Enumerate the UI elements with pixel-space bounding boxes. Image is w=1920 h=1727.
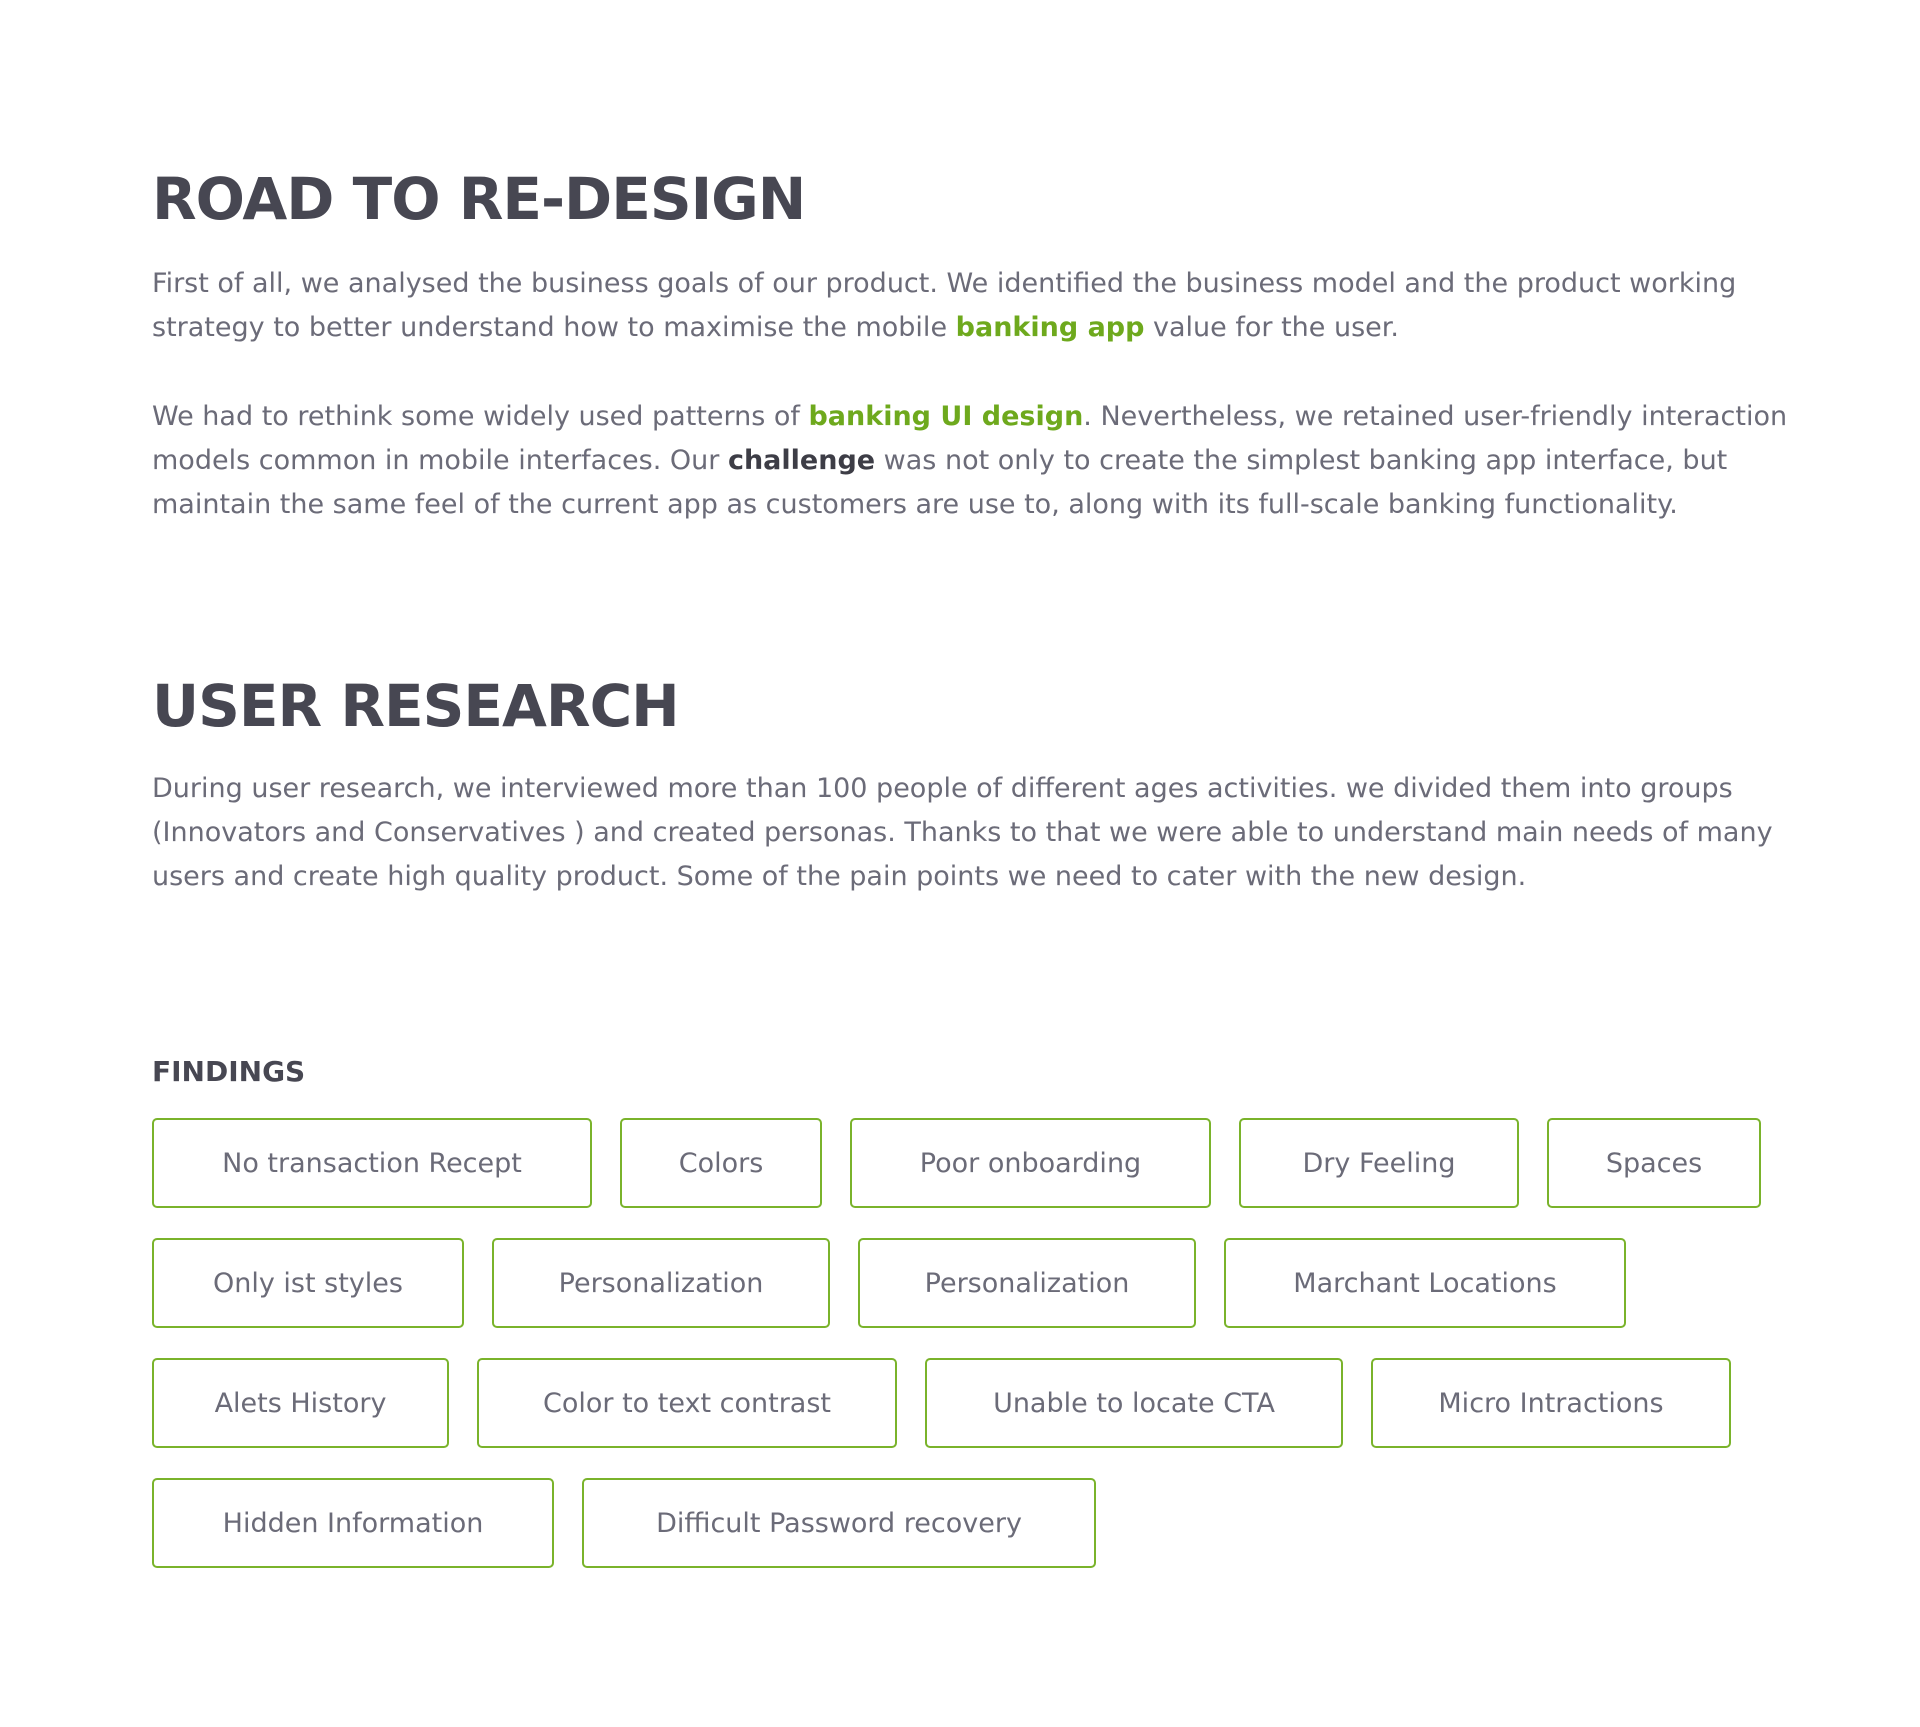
banking-app-link[interactable]: banking app — [955, 312, 1145, 343]
finding-chip: Micro Intractions — [1371, 1358, 1731, 1448]
findings-heading: FINDINGS — [152, 1055, 306, 1088]
finding-chip: Personalization — [858, 1238, 1196, 1328]
road-paragraph-1 — [152, 262, 1792, 350]
finding-chip: Alets History — [152, 1358, 449, 1448]
finding-chip: Color to text contrast — [477, 1358, 897, 1448]
research-paragraph: During user research, we interviewed more than 100 people of different ages activities. we divided them into groups (Innovators and Conservatives ) and created personas. Thanks to that we were able to understand main needs of many users and create high quality product. Some of the pain points we need to cater with the new design. — [152, 773, 1773, 892]
banking-ui-design-link[interactable]: banking UI design — [808, 401, 1084, 432]
finding-chip: Unable to locate CTA — [925, 1358, 1343, 1448]
finding-chip: Dry Feeling — [1239, 1118, 1519, 1208]
finding-chip: Colors — [620, 1118, 822, 1208]
finding-chip: Personalization — [492, 1238, 830, 1328]
road-p2-text-a: We had to rethink some widely used patterns of — [152, 401, 809, 432]
finding-chip: No transaction Recept — [152, 1118, 592, 1208]
road-p1-text-b: value for the user. — [1144, 312, 1399, 343]
finding-chip: Marchant Locations — [1224, 1238, 1626, 1328]
challenge-emphasis: challenge — [727, 445, 876, 476]
road-p2-text-c: was not only to create the simplest banking app interface, but maintain the same feel of the current app as customers are use to, along with its full-scale banking functionality. — [152, 445, 1728, 520]
road-p1-text-a: First of all, we analysed the business goals of our product. We identified the business model and the product working strategy to better understand how to maximise the mobile — [152, 268, 1737, 343]
finding-chip: Only ist styles — [152, 1238, 464, 1328]
findings-row-1 — [152, 1118, 1761, 1208]
road-to-redesign-heading: ROAD TO RE-DESIGN — [152, 165, 806, 233]
findings-row-2 — [152, 1238, 1626, 1328]
road-p2-text-b: . Nevertheless, we retained user-friendly interaction models common in mobile interfaces. Our — [152, 401, 1788, 476]
finding-chip: Poor onboarding — [850, 1118, 1211, 1208]
finding-chip: Spaces — [1547, 1118, 1761, 1208]
finding-chip: Difficult Password recovery — [582, 1478, 1096, 1568]
finding-chip: Hidden Information — [152, 1478, 554, 1568]
findings-row-3 — [152, 1358, 1731, 1448]
road-paragraph-2 — [152, 395, 1792, 527]
user-research-heading: USER RESEARCH — [152, 672, 679, 740]
findings-row-4 — [152, 1478, 1096, 1568]
